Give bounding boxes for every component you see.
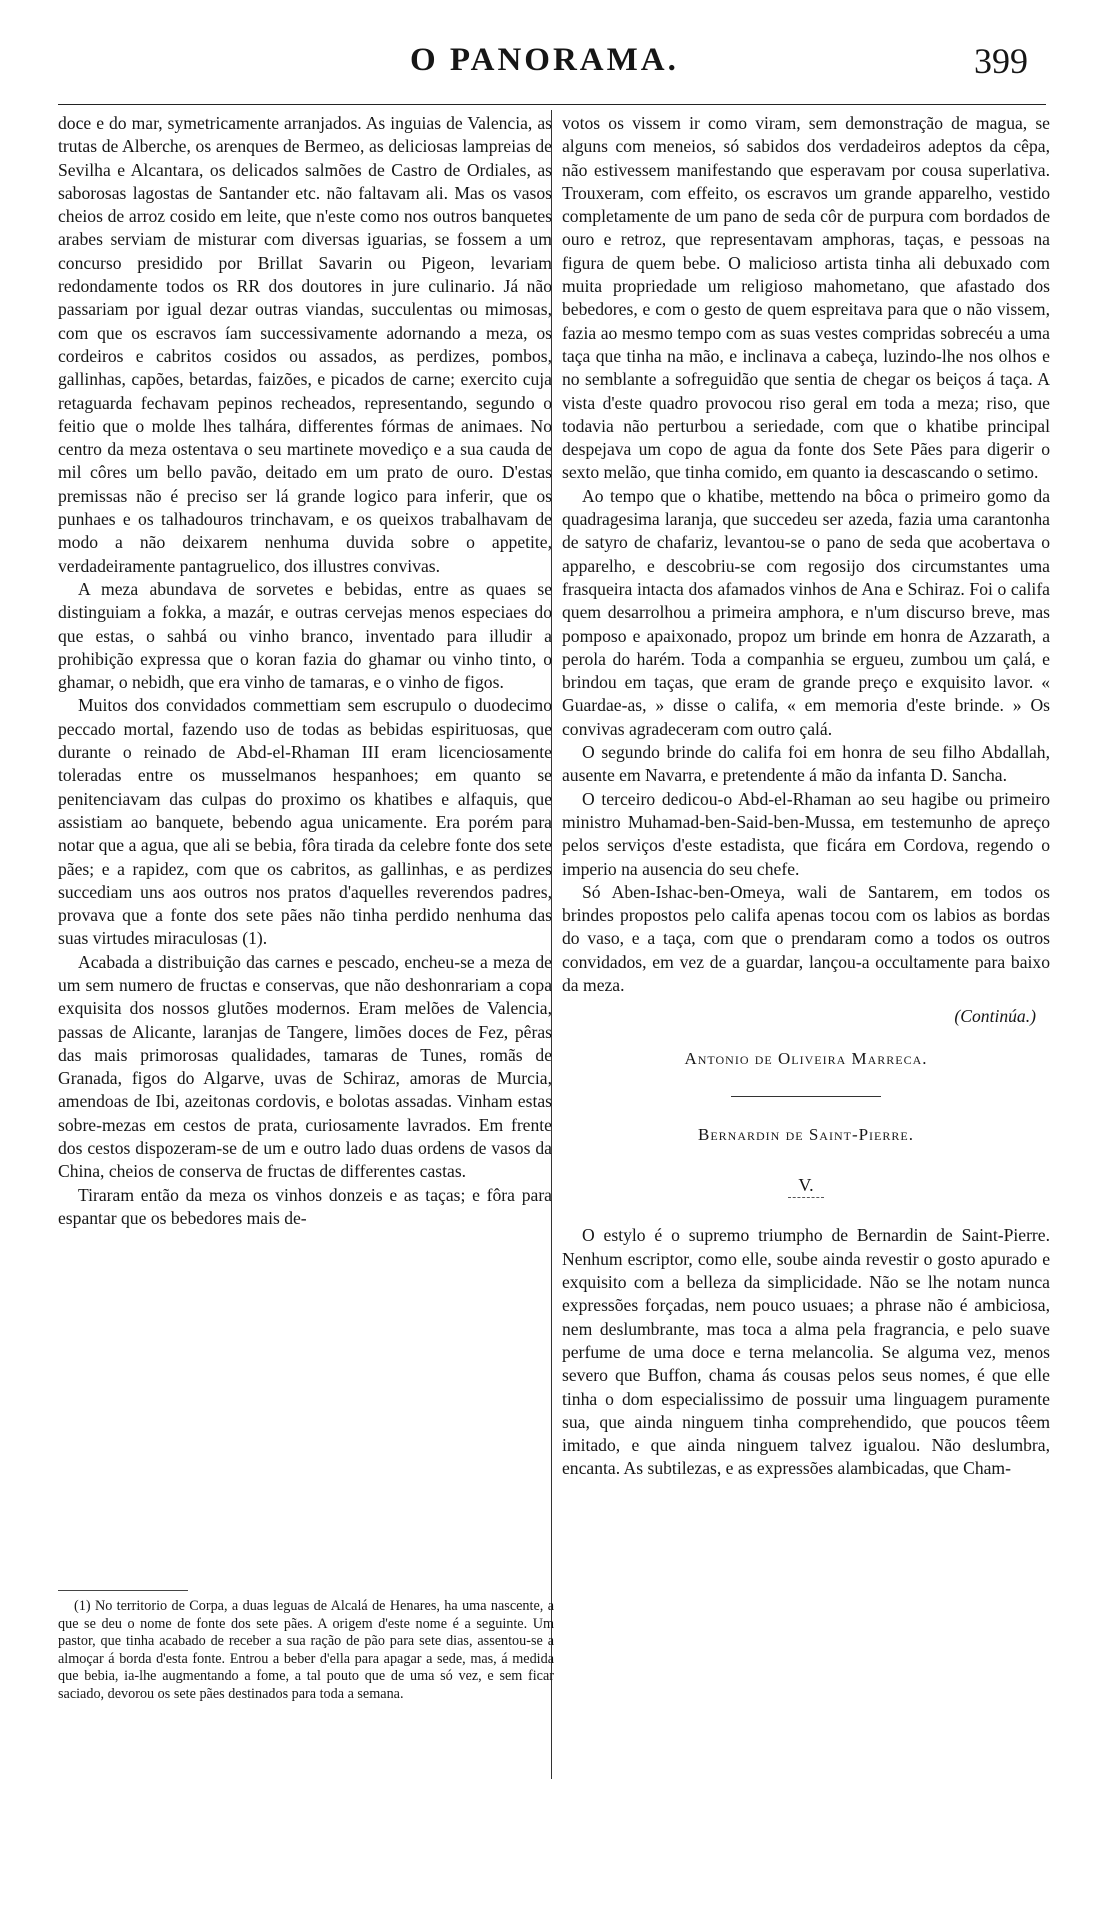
paragraph: Tiraram então da meza os vinhos donzeis e as taças; e fôra para espantar que os bebedores mais de- <box>58 1184 552 1228</box>
paragraph: votos os vissem ir como viram, sem demonstração de magua, se alguns com meneios, só sabidos dos verdadeiros adeptos da cêpa, não estivessem manifestando que esperavam por cousa superlativa. Trouxeram, com effeito, os escravos um grande apparelho, vestido completamente de um pano de seda côr de purpura com bordados de ouro e retroz, que representavam amphoras, taças, e pessoas na figura de quem bebe. O malicioso artista tinha ali debuxado com muita propriedade um religioso mahometano, que afastado dos bebedores, e com o gesto de quem espreitava para que o não vissem, fazia ao mesmo tempo com as suas vestes compridas sobrecéu a uma taça que tinha na mão, e inclinava a cabeça, luzindo-lhe nos olhos e no semblante a sofreguidão que sentia de chegar os beiços á taça. A vista d'este quadro provocou riso geral em toda a meza; riso, que todavia não perturbou a seriedade, com que o khatibe principal despejava um copo de agua da fonte dos Sete Pães para digerir o sexto melão, que tinha comido, em quanto ia descascando o setimo. <box>562 113 1050 483</box>
paragraph: Muitos dos convidados commettiam sem escrupulo o duodecimo peccado mortal, fazendo uso de todas as bebidas espirituosas, que durante o reinado de Abd-el-Rhaman III eram licenciosamente toleradas entre os musselmanos hespanhoes; em quanto se penitenciavam das culpas do proximo os khatibes e alfaquis, que assistiam ao banquete, bebendo agua unicamente. Era porém para notar que a agua, que ali se bebia, fôra tirada da celebre fonte dos sete pães; e a rapidez, com que os cabritos, as gallinhas, e as perdizes succediam uns aos outros nos pratos d'aquelles reverendos padres, provava que a fonte dos sete pães não tinha perdido nenhuma das suas virtudes miraculosas (1). <box>58 695 552 949</box>
page-number: 399 <box>974 41 1028 81</box>
section-number <box>562 1174 1050 1198</box>
footnote-text: (1) No territorio de Corpa, a duas leguas de Alcalá de Henares, ha uma nascente, a que se deu o nome de fonte dos sete pães. A origem d'este nome é a seguinte. Um pastor, que tinha acabado de receber a sua ração de pão para sete dias, assentou-se a almoçar á borda d'esta fonte. Entrou a beber d'ella para apagar a sede, mas, á medida que bebia, ia-lhe augmentando a fome, a tal pouto que de uma só vez, e sem ficar saciado, devorou os sete pães destinados para toda a semana. <box>58 1598 554 1702</box>
paragraph: Ao tempo que o khatibe, mettendo na bôca o primeiro gomo da quadragesima laranja, que succedeu ser azeda, fazia uma carantonha de satyro de chafariz, levantou-se o pano de seda que acobertava o apparelho, e descobriu-se com regosijo dos circumstantes uma frasqueira intacta dos afamados vinhos de Ana e Schiraz. Foi o califa quem desarrolhou a primeira amphora, e n'um discurso breve, mas pomposo e apaixonado, propoz um brinde em honra de Azzarath, a perola do harém. Toda a companhia se ergueu, zumbou um çalá, e brindou em taças, que eram de grande preço e exquisito lavor. « Guardae-as, » disse o califa, « em memoria d'este brinde. » Os convivas agradeceram com outro çalá. <box>562 485 1050 739</box>
left-column <box>58 112 552 1230</box>
paragraph: O terceiro dedicou-o Abd-el-Rhaman ao seu hagibe ou primeiro ministro Muhamad-ben-Said-ben-Mussa, em testemunho de apreço pelos serviços d'este estadista, que ficára em Cordova, regendo o imperio na ausencia do seu chefe. <box>562 788 1050 879</box>
footnote-rule <box>58 1590 188 1591</box>
section-rule <box>731 1096 881 1097</box>
paragraph: O segundo brinde do califa foi em honra de seu filho Abdallah, ausente em Navarra, e pretendente á mão da infanta D. Sancha. <box>562 742 1050 786</box>
continua-note: (Continúa.) <box>954 1006 1036 1027</box>
paragraph: doce e do mar, symetricamente arranjados. As inguias de Valencia, as trutas de Alberche, os arenques de Bermeo, as deliciosas lampreias de Sevilha e Alcantara, os delicados salmões de Castro de Ordiales, as saborosas lagostas de Santander etc. não faltavam ali. Mas os vasos cheios de arroz cosido em leite, que n'este como nos outros banquetes arabes serviam de misturar com diversas iguarias, se fossem a um concurso presidido por Brillat Savarin ou Pigeon, levariam redondamente todos os RR dos doutores in jure culinario. Já não passariam por igual dezar outras viandas, succulentas ou mimosas, com que os escravos íam successivamente adornando a meza, os cordeiros e cabritos cosidos ou assados, as perdizes, pombos, gallinhas, capões, betardas, faizões, e picados de carne; exercito cuja retaguarda fechavam pepinos recheados, representando, segundo o feitio que o molde lhes talhára, differentes fórmas de animaes. No centro da meza ostentava o seu martinete movediço e a sua cauda de mil côres um bello pavão, deitado em um prato de ouro. D'estas premissas não é preciso ser lá grande logico para inferir, que os punhaes e os talhadouros trinchavam, e os queixos trabalhavam de modo a não deixarem nenhuma duvida sobre o appetite, verdadeiramente pantagruelico, dos illustres convivas. <box>58 113 552 576</box>
section-mark: V. <box>788 1174 823 1198</box>
paragraph: O estylo é o supremo triumpho de Bernardin de Saint-Pierre. Nenhum escriptor, como elle, soube ainda revestir o gosto apurado e exquisito com a belleza da simplicidade. Não se lhe notam nunca expressões forçadas, nem pouco usuaes; a phrase não é ambiciosa, nem deslumbrante, mas toca a alma pela fragrancia, e pelo suave perfume de uma doce e terna melancolia. Se alguma vez, menos severo que Buffon, chama ás cousas pelos seus nomes, é que elle tinha o dom especialissimo de possuir uma linguagem puramente sua, que ainda ninguem tinha comprehendido, que poucos têem imitado, e que ainda ninguem talvez igualou. Não deslumbra, encanta. As subtilezas, e as expressões alambicadas, que Cham- <box>562 1225 1050 1479</box>
article-heading: Bernardin de Saint-Pierre. <box>698 1124 914 1144</box>
running-header <box>0 40 1100 90</box>
right-column <box>562 112 1050 1481</box>
paragraph: Só Aben-Ishac-ben-Omeya, wali de Santarem, em todos os brindes propostos pelo califa apenas tocou com os labios as bordas do vaso, e a taça, com que o prendaram como a todos os outros convidados, em vez de a guardar, lançou-a occultamente para baixo da meza. <box>562 881 1050 995</box>
author-signature: Antonio de Oliveira Marreca. <box>684 1048 928 1068</box>
journal-title: O PANORAMA. <box>410 42 679 78</box>
footnote <box>58 1598 554 1704</box>
paragraph: Acabada a distribuição das carnes e pescado, encheu-se a meza de um sem numero de fructas e conservas, que não deshonrariam a copa exquisita dos nossos glutões modernos. Eram melões de Valencia, passas de Alicante, laranjas de Tangere, limões doces de Fez, pêras das mais primorosas qualidades, tamaras de Tunes, romãs de Granada, figos do Algarve, uvas de Schiraz, amoras de Murcia, amendoas de Ibi, azeitonas cordovis, e bolotas assadas. Vinham estas sobre-mezas em cestos de prata, curiosamente lavrados. Em frente dos cestos dispozeram-se de um e outro lado duas ordens de vasos da China, cheios de conserva de fructas de differentes castas. <box>58 951 552 1182</box>
paragraph: A meza abundava de sorvetes e bebidas, entre as quaes se distinguiam a fokka, a mazár, e outras cervejas menos especiaes do que estas, o sahbá ou vinho branco, inventado para illudir a prohibição expressa que o koran fazia do ghamar ou vinho tinto, o ghamar, o nebidh, que era vinho de tamaras, e o vinho de figos. <box>58 578 552 693</box>
header-rule <box>58 104 1046 105</box>
